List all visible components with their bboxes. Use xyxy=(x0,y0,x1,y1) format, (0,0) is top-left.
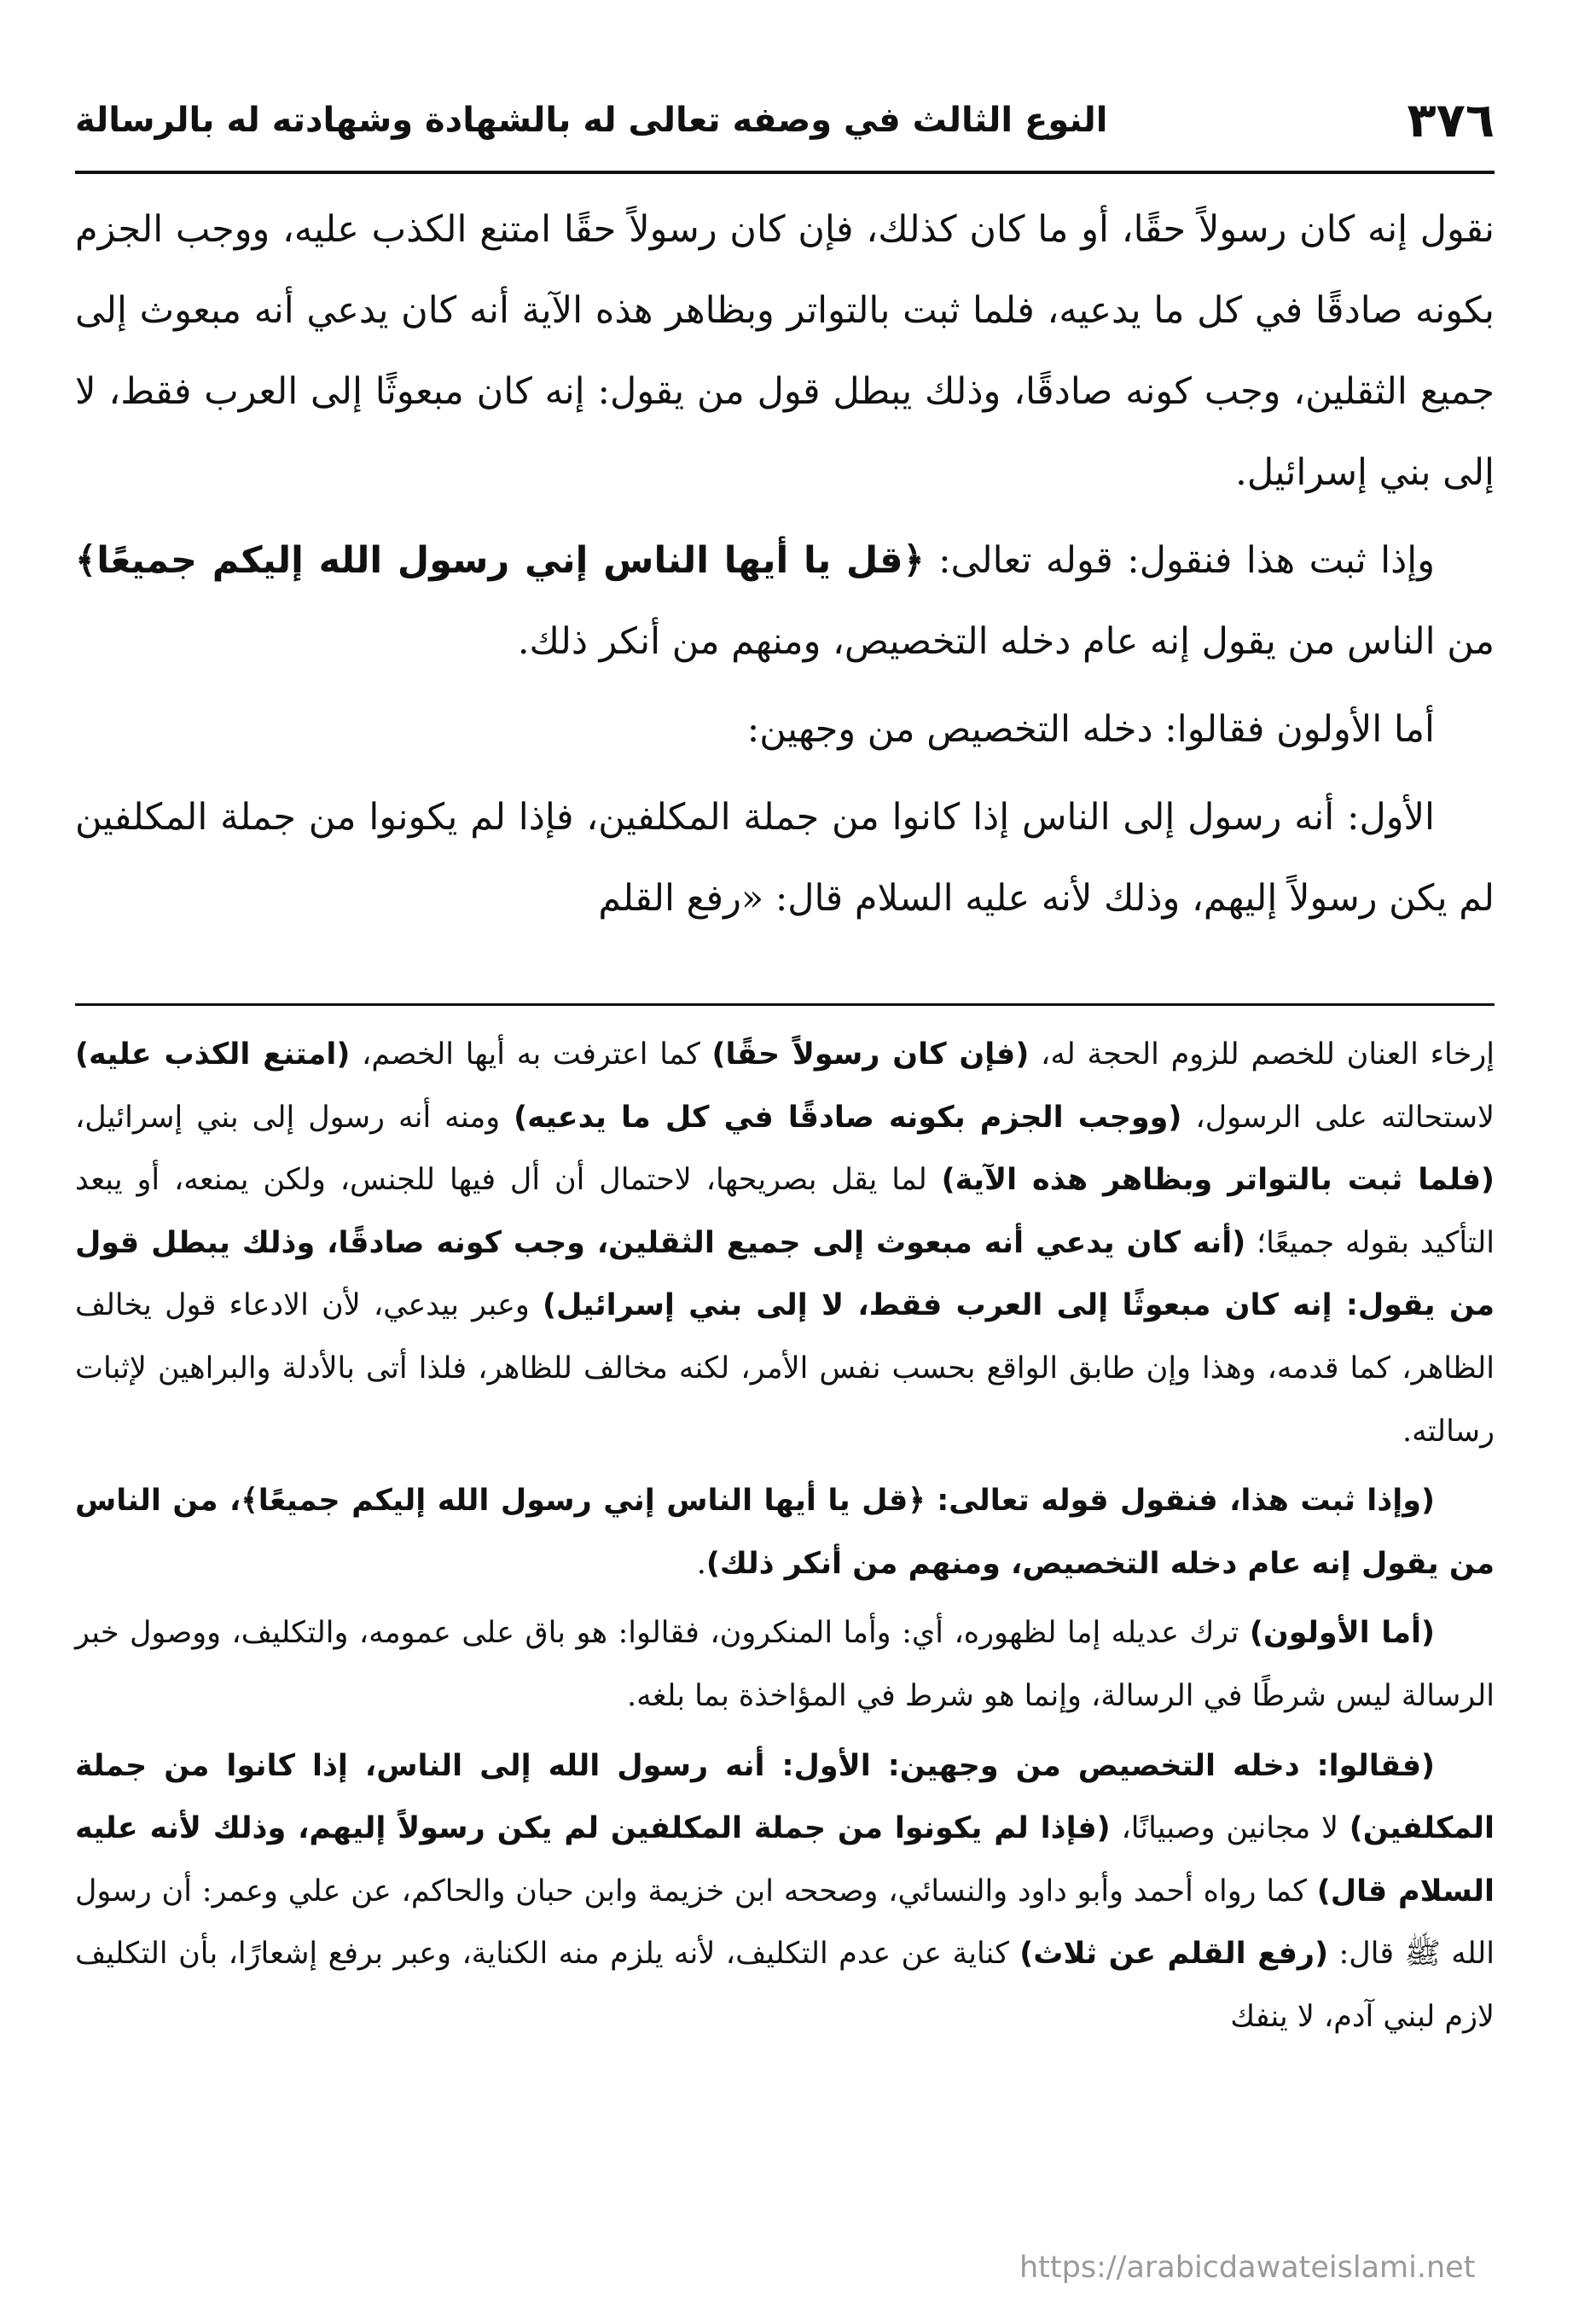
footnote-separator xyxy=(75,1003,1495,1006)
commentary-text: لا مجانين وصبيانًا، xyxy=(1110,1811,1350,1846)
commentary-paragraph-2 xyxy=(75,1470,1495,1595)
main-paragraph-2-rest: من الناس من يقول إنه عام دخله التخصيص، ومنهم من أنكر ذلك. xyxy=(517,620,1495,663)
commentary-paragraph-3 xyxy=(75,1602,1495,1728)
running-title: النوع الثالث في وصفه تعالى له بالشهادة وشهادته له بالرسالة xyxy=(75,101,1108,140)
commentary-text: وعبر بيدعي، لأن الادعاء قول يخالف الظاهر، كما قدمه، وهذا وإن طابق الواقع بحسب نفس الأمر، لكنه مخالف للظاهر، فلذا أتى بالأدلة والبراهين لإثبات رسالته. xyxy=(75,1288,1495,1449)
watermark-url: https://arabicdawateislami.net xyxy=(1019,2251,1476,2285)
main-paragraph-4: الأول: أنه رسول إلى الناس إذا كانوا من جملة المكلفين، فإذا لم يكونوا من جملة المكلفين لم يكن رسولاً إليهم، وذلك لأنه عليه السلام قال: «رفع القلم xyxy=(75,796,1495,920)
commentary-matn: (ووجب الجزم بكونه صادقًا في كل ما يدعيه) xyxy=(514,1100,1182,1135)
main-paragraph-3: أما الأولون فقالوا: دخله التخصيص من وجهين: xyxy=(746,708,1435,751)
quran-quote: ﴿قل يا أيها الناس إني رسول الله إليكم جميعًا﴾ xyxy=(75,539,925,582)
commentary-matn: (امتنع الكذب عليه) xyxy=(75,1037,351,1072)
main-paragraph-1: نقول إنه كان رسولاً حقًا، أو ما كان كذلك، فإن كان رسولاً حقًا امتنع الكذب عليه، ووجب الجزم بكونه صادقًا في كل ما يدعيه، فلما ثبت بالتواتر وبظاهر هذه الآية أنه كان يدعي أنه مبعوث إلى جميع الثقلين، وجب كونه صادقًا، وذلك يبطل قول من يقول: إنه كان مبعوثًا إلى العرب فقط، لا إلى بني إسرائيل. xyxy=(75,208,1495,494)
commentary-paragraph-1 xyxy=(75,1024,1495,1463)
commentary-text: كما رواه أحمد وأبو داود والنسائي، وصححه ابن خزيمة وابن حبان والحاكم، عن علي وعمر: أن رسول الله ﷺ قال: xyxy=(75,1874,1495,1972)
page-header xyxy=(75,82,1495,159)
commentary-text: . xyxy=(696,1546,706,1581)
commentary-text: لاستحالته على الرسول، xyxy=(1181,1100,1495,1135)
commentary-text: كما اعترفت به أيها الخصم، xyxy=(350,1037,712,1072)
commentary-text: ومنه أنه رسول إلى بني إسرائيل، xyxy=(75,1100,514,1135)
header-rule xyxy=(75,171,1495,174)
commentary xyxy=(75,1024,1495,2056)
main-paragraph-2-intro: وإذا ثبت هذا فنقول: قوله تعالى: xyxy=(924,539,1435,582)
main-text xyxy=(75,189,1495,946)
commentary-matn: (رفع القلم عن ثلاث) xyxy=(1019,1937,1329,1972)
commentary-text: كناية عن عدم التكليف، لأنه يلزم منه الكناية، وعبر برفع إشعارًا، بأن التكليف لازم لبني آدم، لا ينفك xyxy=(75,1937,1495,2034)
main-paragraph-2 xyxy=(75,520,1495,683)
commentary-text: ترك عديله إما لظهوره، أي: وأما المنكرون، فقالوا: هو باق على عمومه، والتكليف، ووصول خبر الرسالة ليس شرطًا في الرسالة، وإنما هو شرط في المؤاخذة بما بلغه. xyxy=(75,1616,1495,1713)
commentary-matn: (فقالوا: دخله التخصيص من وجهين: الأول: أنه رسول الله إلى الناس، إذا كانوا من جملة المكلفين) xyxy=(75,1748,1495,1846)
page-number: ٣٧٦ xyxy=(1407,92,1495,148)
commentary-matn: (فإن كان رسولاً حقًا) xyxy=(711,1037,1030,1072)
commentary-paragraph-4 xyxy=(75,1735,1495,2049)
commentary-matn: (أنه كان يدعي أنه مبعوث إلى جميع الثقلين، وجب كونه صادقًا، وذلك يبطل قول من يقول: إنه كان مبعوثًا إلى العرب فقط، لا إلى بني إسرائيل) xyxy=(75,1225,1495,1323)
commentary-matn: (فلما ثبت بالتواتر وبظاهر هذه الآية) xyxy=(941,1163,1495,1198)
commentary-matn: (أما الأولون) xyxy=(1249,1616,1436,1651)
commentary-text: لما يقل بصريحها، لاحتمال أن أل فيها للجنس، ولكن يمنعه، أو يبعد التأكيد بقوله جميعًا؛ xyxy=(75,1163,1495,1260)
commentary-matn: (وإذا ثبت هذا، فنقول قوله تعالى: ﴿قل يا أيها الناس إني رسول الله إليكم جميعًا﴾، من الناس من يقول إنه عام دخله التخصيص، ومنهم من أنكر ذلك) xyxy=(75,1484,1495,1581)
commentary-matn: (فإذا لم يكونوا من جملة المكلفين لم يكن رسولاً إليهم، وذلك لأنه عليه السلام قال) xyxy=(75,1811,1495,1909)
commentary-text: إرخاء العنان للخصم للزوم الحجة له، xyxy=(1029,1037,1495,1072)
